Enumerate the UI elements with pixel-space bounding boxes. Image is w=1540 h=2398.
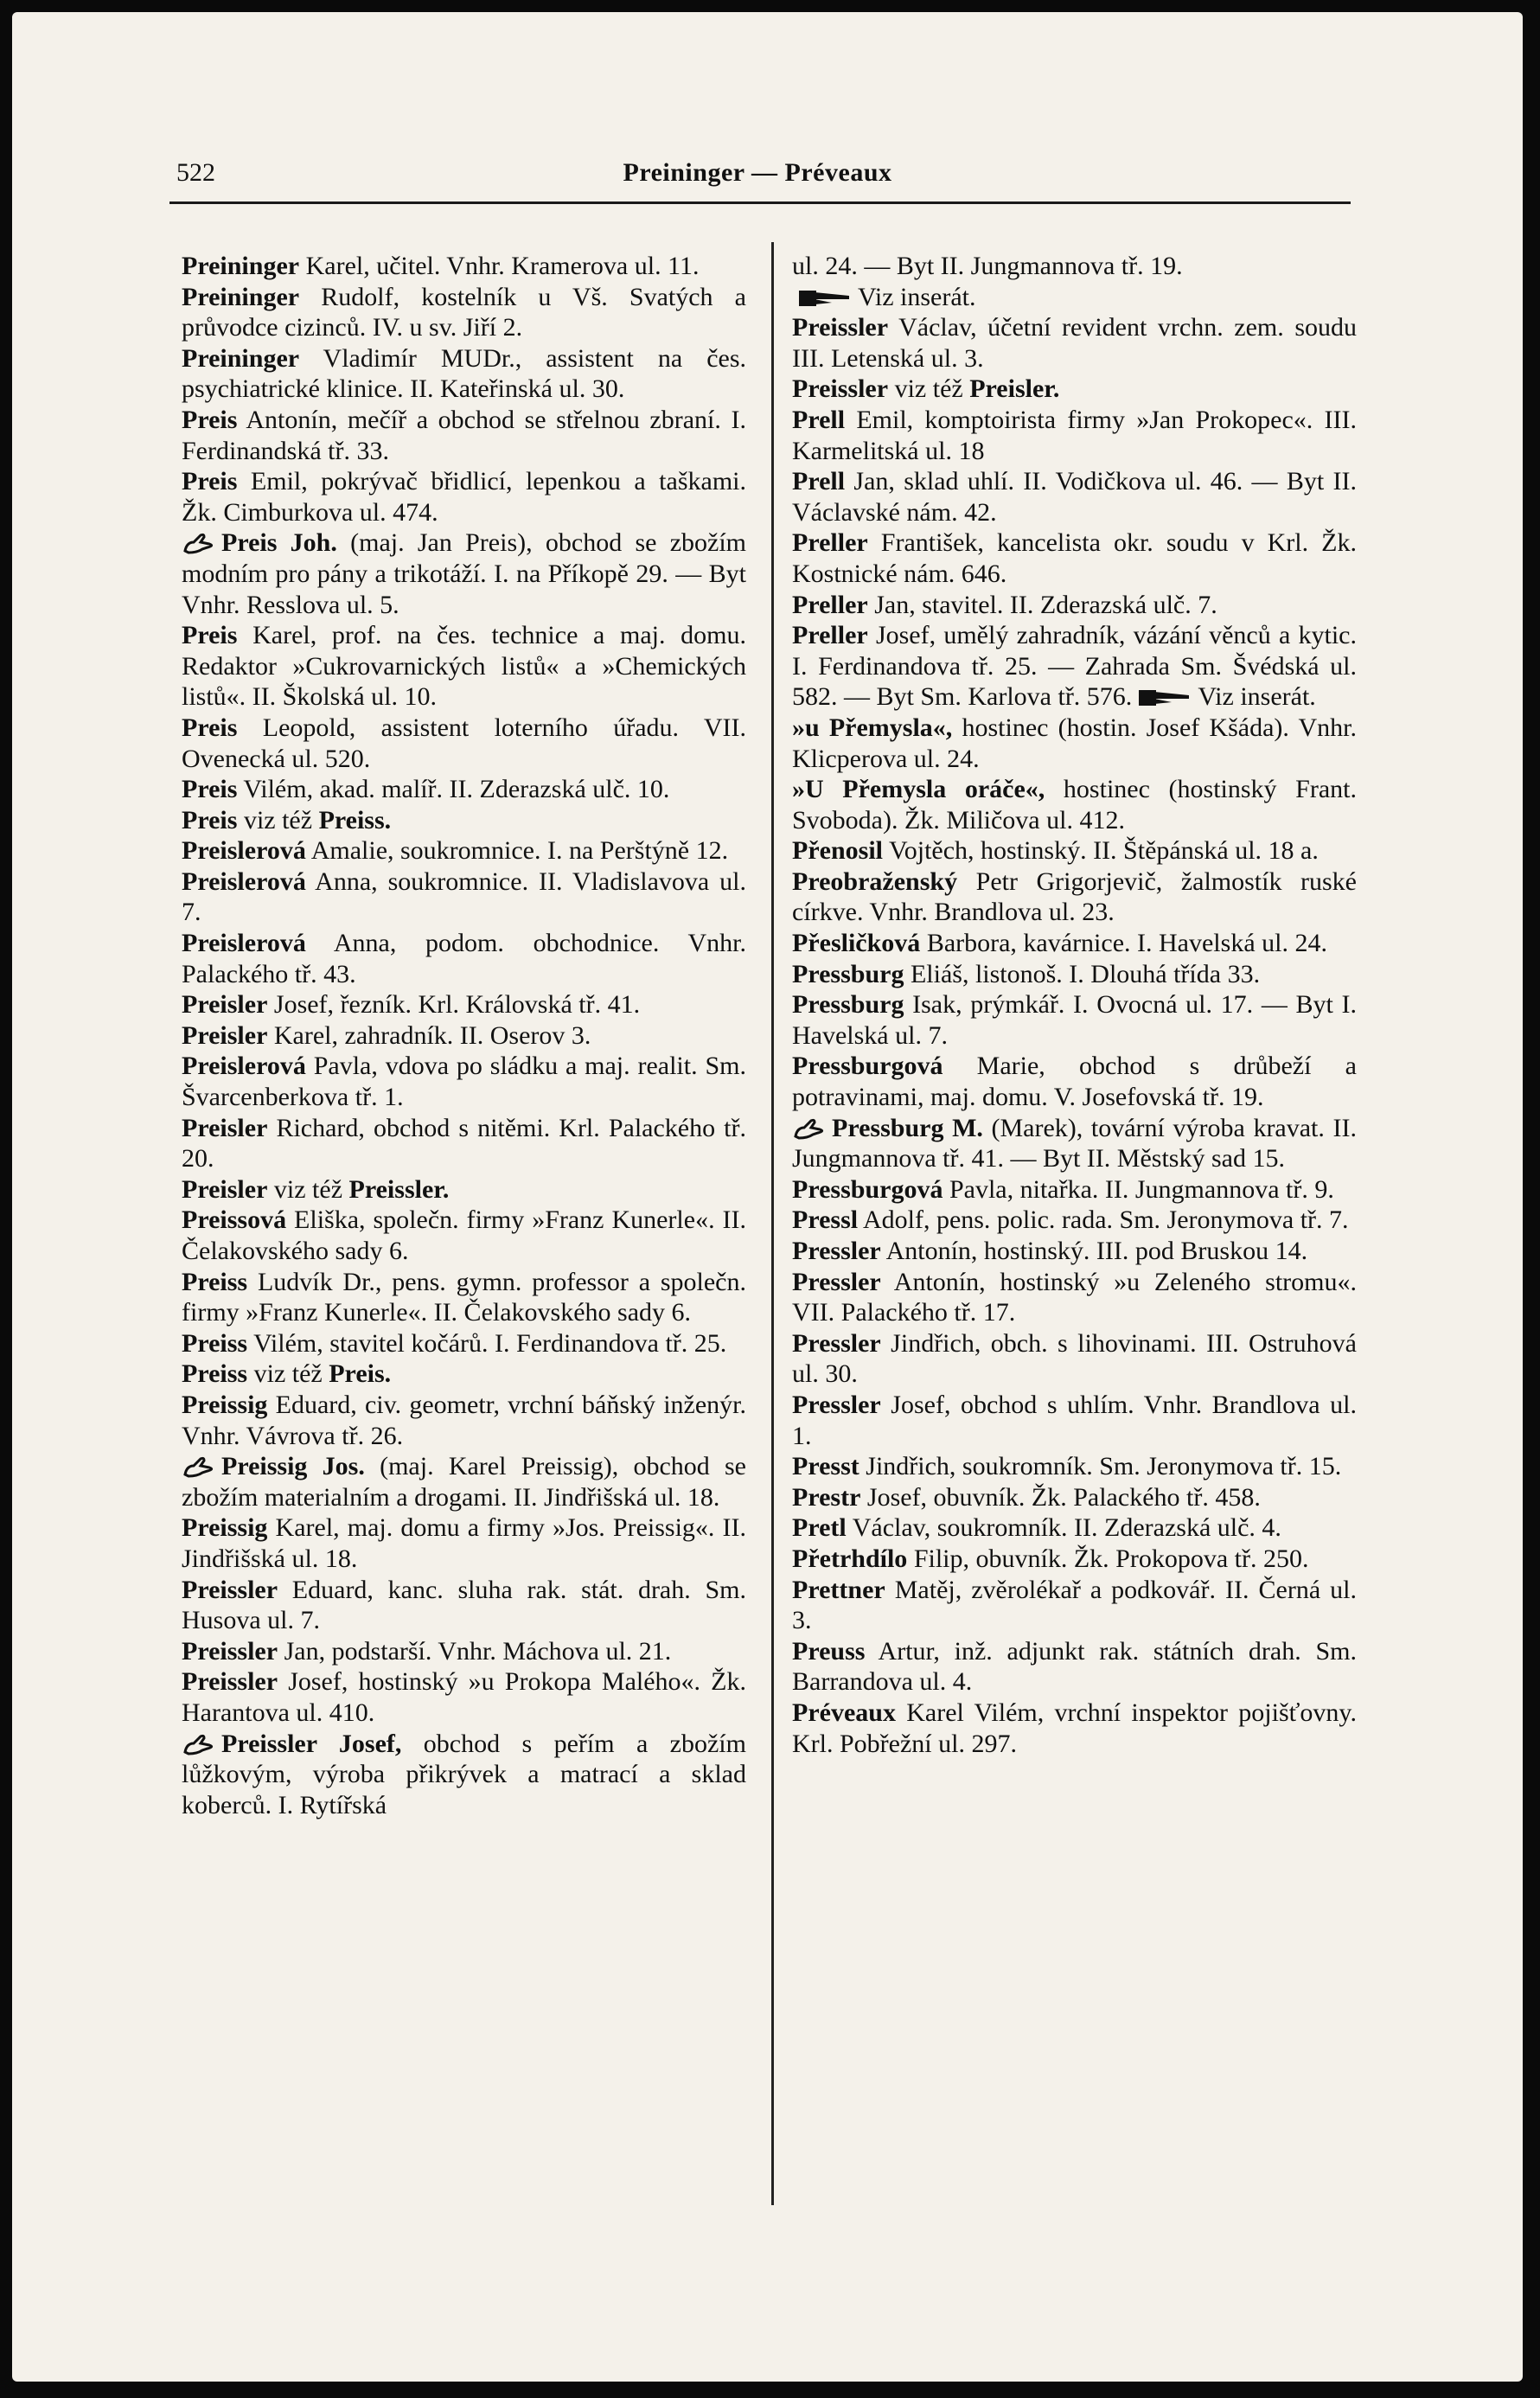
entry-name: Preislerová — [182, 1052, 306, 1081]
entry-details: Antonín, hostinský. III. pod Bruskou 14. — [880, 1237, 1308, 1265]
entry-name: Pressler — [792, 1237, 881, 1265]
directory-entry — [792, 866, 1357, 928]
entry-name: Preis — [182, 713, 238, 742]
directory-entry — [182, 805, 746, 836]
entry-details: Emil, pokrývač břidlicí, lepenkou a taškami. Žk. Cimburkova ul. 474. — [182, 467, 746, 527]
entry-details: Jindřich, soukromník. Sm. Jeronymova tř. 15. — [859, 1452, 1342, 1481]
entry-details: Eduard, civ. geometr, vrchní báňský inženýr. Vnhr. Vávrova tř. 26. — [182, 1390, 746, 1450]
directory-entry — [792, 959, 1357, 990]
directory-entry — [182, 1729, 746, 1821]
entry-details: hostinec (hostin. Josef Kšáda). Vnhr. Klicperova ul. 24. — [792, 713, 1358, 773]
directory-entry — [182, 343, 746, 405]
directory-entry — [792, 1451, 1357, 1482]
directory-entry — [792, 1328, 1357, 1390]
entry-name: Přetrhdílo — [792, 1544, 908, 1573]
entry-details: Josef, obchod s uhlím. Vnhr. Brandlova ul. 1. — [792, 1390, 1357, 1450]
directory-entry — [792, 1236, 1357, 1267]
entry-name: Preisler — [182, 1020, 268, 1050]
entry-name: Pressburg M. — [832, 1113, 983, 1142]
entry-name: Pressler — [792, 1267, 881, 1296]
page-header — [164, 158, 1351, 195]
directory-entry — [792, 989, 1357, 1051]
directory-entry — [792, 774, 1357, 835]
directory-entry — [792, 1174, 1357, 1205]
entry-details: obchod s peřím a zbožím lůžkovým, výroba přikrývek a matrací a sklad koberců. I. Rytířská — [182, 1729, 746, 1819]
entry-details: Amalie, soukromnice. I. na Perštýně 12. — [305, 836, 729, 866]
entry-details: Jindřich, obch. s lihovinami. III. Ostruhová ul. 30. — [792, 1328, 1357, 1389]
entry-details: (maj. Jan Preis), obchod se zbožím modním pro pány a trikotáží. I. na Příkopě 29. — Byt Vnhr. Resslova ul. 5. — [182, 528, 747, 619]
entry-name: Preis — [182, 775, 238, 804]
directory-entry — [792, 1390, 1357, 1451]
entry-details: Anna, podom. obchodnice. Vnhr. Palackého tř. 43. — [182, 929, 746, 988]
entry-name: Prestr — [792, 1482, 861, 1512]
entry-name: Prell — [792, 405, 846, 434]
entry-details: Eliáš, listonoš. I. Dlouhá třída 33. — [904, 959, 1261, 988]
directory-entry — [182, 1020, 746, 1052]
pointing-finger-icon — [1137, 687, 1192, 707]
entry-details: Karel, prof. na čes. technice a maj. domu. Redaktor »Cukrovarnických listů« a »Chemických listů«. II. Školská ul. 10. — [182, 621, 746, 712]
directory-entry — [792, 466, 1357, 528]
directory-entry — [182, 1636, 746, 1667]
entry-name: Preuss — [792, 1636, 866, 1666]
directory-entry — [792, 1113, 1357, 1174]
entry-details: Karel, zahradník. II. Oserov 3. — [267, 1020, 591, 1050]
cross-reference: Preiss. — [318, 805, 392, 835]
directory-entry — [182, 251, 746, 282]
entry-details: Vilém, stavitel kočárů. I. Ferdinandova tř. 25. — [247, 1328, 727, 1358]
entry-name: Pressburg — [792, 990, 904, 1020]
directory-entry — [792, 590, 1357, 621]
entry-name: Preislerová — [182, 836, 306, 866]
entry-details: Vojtěch, hostinský. II. Štěpánská ul. 18 a. — [883, 836, 1319, 866]
directory-entry — [792, 1482, 1357, 1513]
entry-name: Preissler — [792, 374, 889, 404]
entry-details: Petr Grigorjevič, žalmostík ruské církve. Vnhr. Brandlova ul. 23. — [792, 866, 1357, 927]
entry-name: »u Přemysla«, — [792, 713, 953, 742]
directory-entry — [182, 928, 746, 989]
entry-details: viz též — [237, 805, 319, 835]
entry-name: Preissig — [182, 1513, 268, 1543]
entry-details: Ludvík Dr., pens. gymn. professor a společn. firmy »Franz Kunerle«. II. Čelakovského sady 6. — [182, 1267, 746, 1327]
directory-entry — [182, 466, 746, 528]
directory-entry — [182, 405, 746, 466]
entry-details: Josef, řezník. Krl. Královská tř. 41. — [267, 990, 641, 1020]
entry-details: (Marek), tovární výroba kravat. II. Jungmannova tř. 41. — Byt II. Městský sad 15. — [792, 1113, 1357, 1173]
entry-details: Eliška, společn. firmy »Franz Kunerle«. II. Čelakovského sady 6. — [182, 1205, 746, 1265]
entry-details: Josef, obuvník. Žk. Palackého tř. 458. — [860, 1482, 1261, 1512]
entry-name: Preininger — [182, 282, 300, 311]
entry-details: Josef, hostinský »u Prokopa Malého«. Žk. Harantova ul. 410. — [182, 1667, 746, 1727]
entry-name: Preisler — [182, 1113, 268, 1142]
directory-entry — [182, 1512, 746, 1574]
entry-name: Preininger — [182, 252, 300, 280]
entry-details: viz též — [888, 374, 970, 404]
entry-name: Preissler Josef, — [221, 1729, 402, 1758]
entry-details: Isak, prýmkář. I. Ovocná ul. 17. — Byt I. Havelská ul. 7. — [792, 990, 1357, 1050]
entry-details: František, kancelista okr. soudu v Krl. Žk. Kostnické nám. 646. — [792, 528, 1357, 588]
directory-entry — [182, 620, 746, 713]
entry-details: hostinec (hostinský Frant. Svoboda). Žk. Miličova ul. 412. — [792, 775, 1357, 835]
entry-details: viz též — [247, 1359, 329, 1389]
entry-details: Leopold, assistent loterního úřadu. VII. Ovenecká ul. 520. — [182, 713, 746, 773]
entry-details: Marie, obchod s drůbeží a potravinami, maj. domu. V. Josefovská tř. 19. — [792, 1052, 1357, 1112]
directory-entry — [182, 713, 746, 774]
entry-details: Matěj, zvěrolékař a podkovář. II. Černá ul. 3. — [792, 1575, 1357, 1635]
entry-name: »U Přemysla oráče«, — [792, 775, 1045, 804]
cross-reference: Preis. — [329, 1359, 392, 1389]
entry-name: Pressburgová — [792, 1052, 943, 1081]
entry-details: Adolf, pens. polic. rada. Sm. Jeronymova tř. 7. — [858, 1205, 1349, 1235]
entry-name: Preis — [182, 621, 238, 650]
entry-details: viz též — [267, 1174, 349, 1204]
directory-entry — [792, 312, 1357, 374]
pointing-hand-icon — [182, 1455, 218, 1478]
entry-details: Karel, učitel. Vnhr. Kramerova ul. 11. — [299, 252, 700, 280]
entry-name: Preissová — [182, 1205, 287, 1235]
entry-details: Rudolf, kostelník u Vš. Svatých a průvodce cizinců. IV. u sv. Jiří 2. — [182, 282, 746, 342]
entry-details: Karel Vilém, vrchní inspektor pojišťovny. Krl. Pobřežní ul. 297. — [792, 1698, 1357, 1758]
page-number: 522 — [176, 158, 215, 187]
entry-name: Pressburgová — [792, 1174, 943, 1204]
entry-name: Preislerová — [182, 866, 306, 896]
entry-name: Preissig — [182, 1390, 268, 1419]
entry-name: Prettner — [792, 1575, 885, 1604]
entry-details: Emil, komptoirista firmy »Jan Prokopec«. III. Karmelitská ul. 18 — [792, 405, 1357, 465]
directory-entry — [792, 1512, 1357, 1544]
pointing-finger-icon — [797, 287, 853, 308]
header-rule — [169, 201, 1351, 204]
entry-name: Préveaux — [792, 1698, 896, 1727]
directory-entry — [182, 1359, 746, 1390]
entry-name: Přesličková — [792, 929, 921, 958]
directory-entry — [182, 282, 746, 343]
entry-name: Preller — [792, 528, 868, 558]
continued-text: ul. 24. — Byt II. Jungmannova tř. 19. — [792, 252, 1183, 280]
directory-entry — [792, 1051, 1357, 1112]
directory-entry — [182, 835, 746, 866]
entry-name: Preissler — [182, 1575, 278, 1604]
pointing-hand-icon — [182, 1733, 218, 1755]
entry-details: Richard, obchod s nitěmi. Krl. Palackého tř. 20. — [182, 1113, 746, 1173]
entry-details: Pavla, nitařka. II. Jungmannova tř. 9. — [943, 1174, 1334, 1204]
entry-name: Preller — [792, 621, 868, 650]
directory-entry — [182, 1328, 746, 1359]
directory-entry — [792, 713, 1357, 774]
entry-details: Eduard, kanc. sluha rak. stát. drah. Sm. Husova ul. 7. — [182, 1575, 746, 1635]
entry-details: Václav, účetní revident vrchn. zem. soudu III. Letenská ul. 3. — [792, 313, 1357, 373]
right-column — [792, 251, 1357, 1759]
entry-name: Preislerová — [182, 929, 306, 958]
entry-details: Josef, umělý zahradník, vázání věnců a kytic. I. Ferdinandova tř. 25. — Zahrada Sm. Švédská ul. 582. — Byt Sm. Karlova tř. 576. — [792, 621, 1357, 712]
entry-details: Vladimír MUDr., assistent na čes. psychiatrické klinice. II. Kateřinská ul. 30. — [182, 343, 746, 404]
entry-details: (maj. Karel Preissig), obchod se zbožím materialním a drogami. II. Jindřišská ul. 18. — [182, 1452, 746, 1512]
page-title: Preininger — Préveaux — [623, 158, 892, 187]
entry-name: Preis Joh. — [221, 528, 337, 558]
entry-name: Pretl — [792, 1513, 847, 1543]
entry-name: Preisler — [182, 990, 268, 1020]
entry-name: Preller — [792, 590, 868, 619]
directory-entry — [792, 620, 1357, 713]
entry-name: Preissler — [182, 1636, 278, 1666]
entry-name: Pressl — [792, 1205, 859, 1235]
directory-entry — [182, 1666, 746, 1728]
entry-name: Preis — [182, 467, 238, 496]
entry-name: Preis — [182, 805, 238, 835]
directory-entry — [792, 1636, 1357, 1698]
directory-entry — [182, 1267, 746, 1328]
directory-entry — [792, 405, 1357, 466]
entry-details: Jan, stavitel. II. Zderazská ulč. 7. — [867, 590, 1217, 619]
cross-reference: Preissler. — [348, 1174, 450, 1204]
entry-details: Antonín, hostinský »u Zeleného stromu«. VII. Palackého tř. 17. — [792, 1267, 1357, 1327]
directory-entry — [792, 1267, 1357, 1328]
directory-entry — [792, 1575, 1357, 1636]
entry-name: Preis — [182, 405, 238, 434]
entry-name: Pressler — [792, 1328, 881, 1358]
directory-entry — [182, 1205, 746, 1266]
entry-name: Preissler — [182, 1667, 278, 1697]
entry-name: Preissig Jos. — [221, 1452, 365, 1481]
directory-entry — [792, 374, 1357, 405]
directory-entry — [182, 1451, 746, 1512]
directory-entry — [182, 989, 746, 1020]
directory-entry — [792, 1205, 1357, 1236]
entry-details: Jan, podstarší. Vnhr. Máchova ul. 21. — [278, 1636, 672, 1666]
directory-entry — [182, 866, 746, 928]
entry-name: Prell — [792, 467, 846, 496]
directory-entry — [182, 528, 746, 620]
directory-entry — [792, 1698, 1357, 1759]
continued-entry — [792, 251, 1357, 312]
entry-name: Preissler — [792, 313, 889, 342]
entry-details: Karel, maj. domu a firmy »Jos. Preissig«. II. Jindřišská ul. 18. — [182, 1513, 746, 1573]
entry-details: Antonín, mečíř a obchod se střelnou zbraní. I. Ferdinandská tř. 33. — [182, 405, 746, 465]
entry-name: Preobraženský — [792, 866, 958, 896]
entry-name: Preiss — [182, 1328, 248, 1358]
directory-entry — [182, 1113, 746, 1174]
directory-entry — [182, 1174, 746, 1205]
entry-details: Artur, inž. adjunkt rak. státních drah. Sm. Barrandova ul. 4. — [792, 1636, 1357, 1697]
entry-name: Přenosil — [792, 836, 883, 866]
directory-entry — [792, 528, 1357, 589]
entry-name: Preiss — [182, 1267, 248, 1296]
entry-name: Presst — [792, 1452, 859, 1481]
entry-details: Václav, soukromník. II. Zderazská ulč. 4. — [846, 1513, 1281, 1543]
directory-entry — [182, 1051, 746, 1112]
directory-entry — [182, 1575, 746, 1636]
directory-entry — [792, 928, 1357, 959]
viz-inserat: Viz inserát. — [858, 282, 976, 311]
entry-details: Anna, soukromnice. II. Vladislavova ul. 7. — [182, 866, 746, 927]
entry-details: Pavla, vdova po sládku a maj. realit. Sm. Švarcenberkova tř. 1. — [182, 1052, 746, 1112]
entry-name: Preisler — [182, 1174, 268, 1204]
cross-reference: Preisler. — [969, 374, 1060, 404]
entry-name: Pressler — [792, 1390, 881, 1419]
entry-details: Vilém, akad. malíř. II. Zderazská ulč. 10. — [237, 775, 670, 804]
left-column — [182, 251, 746, 1820]
viz-inserat: Viz inserát. — [1198, 682, 1316, 712]
entry-details: Jan, sklad uhlí. II. Vodičkova ul. 46. — Byt II. Václavské nám. 42. — [792, 467, 1357, 527]
pointing-hand-icon — [792, 1117, 828, 1140]
directory-entry — [182, 774, 746, 805]
entry-details: Barbora, kavárnice. I. Havelská ul. 24. — [920, 929, 1327, 958]
directory-entry — [182, 1390, 746, 1451]
column-divider — [771, 242, 774, 2205]
pointing-hand-icon — [182, 532, 218, 554]
entry-name: Preininger — [182, 343, 300, 373]
entry-details: Filip, obuvník. Žk. Prokopova tř. 250. — [907, 1544, 1309, 1573]
directory-entry — [792, 835, 1357, 866]
directory-entry — [792, 1544, 1357, 1575]
entry-name: Pressburg — [792, 959, 904, 988]
entry-name: Preiss — [182, 1359, 248, 1389]
